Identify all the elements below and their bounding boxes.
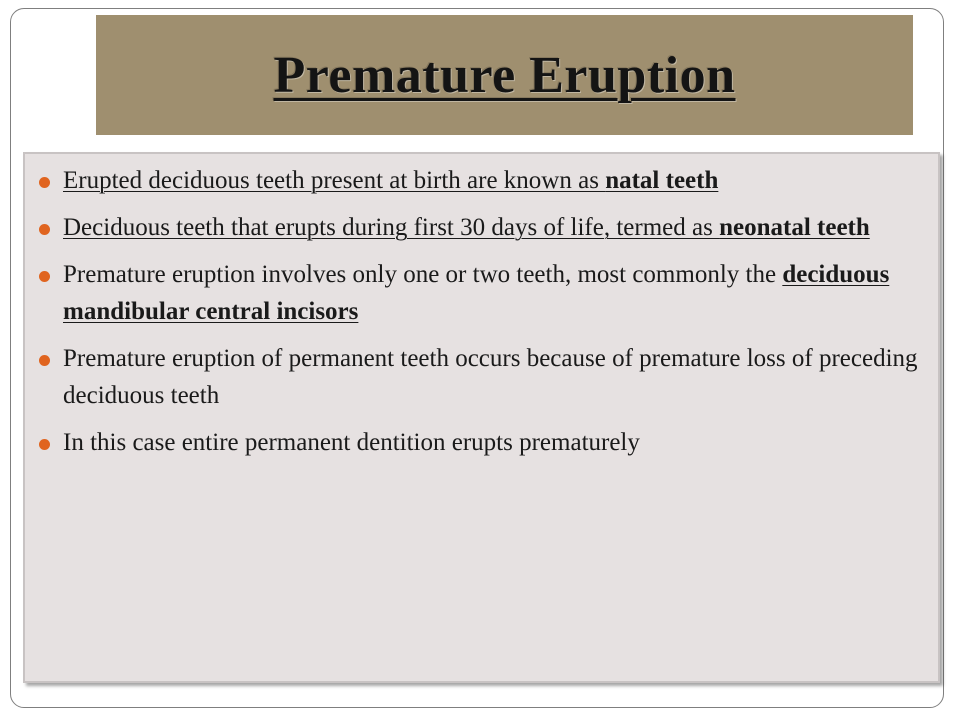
bullet-text: natal teeth — [605, 167, 719, 194]
bullet-list — [39, 162, 918, 471]
bullet-dot-icon — [39, 271, 50, 282]
bullet-text: Premature eruption involves only one or two teeth, most commonly the — [63, 261, 783, 288]
bullet-item — [39, 162, 918, 199]
bullet-text: Deciduous teeth that erupts during first 30 days of life, termed as — [63, 214, 720, 241]
bullet-item — [39, 256, 918, 330]
bullet-text: Erupted deciduous teeth present at birth are known as — [63, 167, 606, 194]
bullet-dot-icon — [39, 439, 50, 450]
bullet-dot-icon — [39, 177, 50, 188]
bullet-text: neonatal teeth — [719, 214, 870, 241]
bullet-text: deciduous mandibular central incisors — [63, 261, 890, 325]
bullet-text: In this case entire permanent dentition erupts prematurely — [63, 429, 640, 456]
bullet-item — [39, 424, 918, 461]
bullet-item — [39, 209, 918, 246]
slide-title: Premature Eruption — [273, 46, 736, 104]
title-bar — [96, 15, 913, 135]
bullet-dot-icon — [39, 355, 50, 366]
bullet-text: Premature eruption of permanent teeth occurs because of premature loss of preceding deciduous teeth — [63, 345, 918, 409]
content-box — [23, 152, 940, 683]
bullet-item — [39, 340, 918, 414]
bullet-dot-icon — [39, 224, 50, 235]
